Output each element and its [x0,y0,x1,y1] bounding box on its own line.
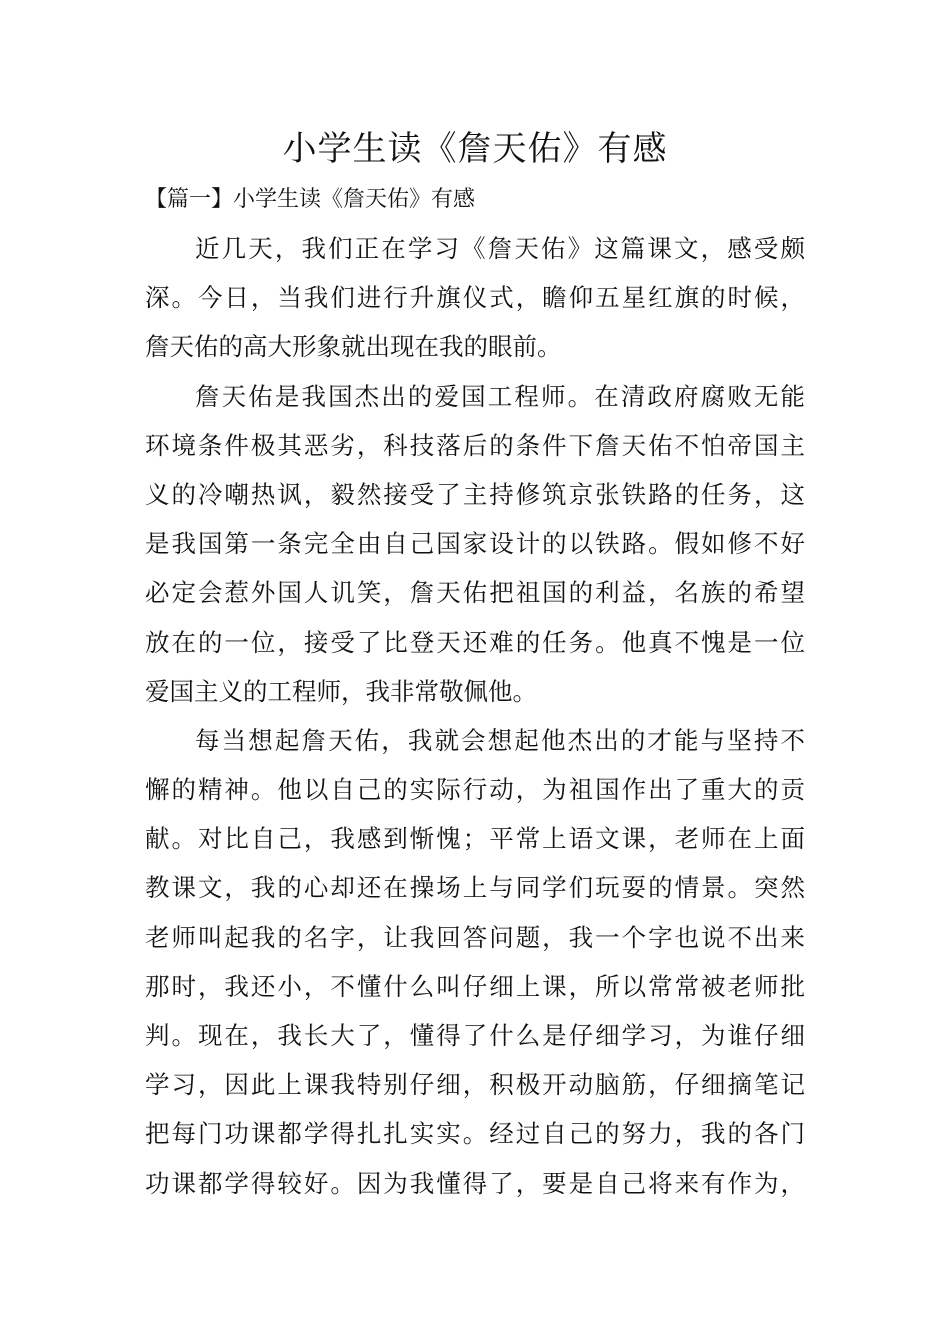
section-heading: 【篇一】小学生读《詹天佑》有感 [145,187,476,212]
text-line: 必定会惹外国人讥笑，詹天佑把祖国的利益，名族的希望 [145,578,805,608]
text-line: 詹天佑是我国杰出的爱国工程师。在清政府腐败无能 [195,381,805,411]
text-line: 懈的精神。他以自己的实际行动，为祖国作出了重大的贡 [145,775,805,805]
text-line: 把每门功课都学得扎扎实实。经过自己的努力，我的各门 [145,1119,805,1149]
text-line: 是我国第一条完全由自己国家设计的以铁路。假如修不好 [145,529,805,559]
text-line: 献。对比自己，我感到惭愧；平常上语文课，老师在上面 [145,824,805,854]
text-line: 深。今日，当我们进行升旗仪式，瞻仰五星红旗的时候， [145,283,805,313]
text-line: 爱国主义的工程师，我非常敬佩他。 [145,676,537,706]
text-line: 环境条件极其恶劣，科技落后的条件下詹天佑不怕帝国主 [145,430,805,460]
text-line: 詹天佑的高大形象就出现在我的眼前。 [145,332,562,362]
text-line: 近几天，我们正在学习《詹天佑》这篇课文，感受颇 [195,234,805,263]
document-title: 小学生读《詹天佑》有感 [282,129,668,169]
text-line: 每当想起詹天佑，我就会想起他杰出的才能与坚持不 [195,725,805,755]
text-line: 教课文，我的心却还在操场上与同学们玩耍的情景。突然 [145,873,805,903]
text-line: 义的冷嘲热讽，毅然接受了主持修筑京张铁路的任务，这 [145,479,805,509]
text-line: 老师叫起我的名字，让我回答问题，我一个字也说不出来 [145,922,805,952]
text-line: 学习，因此上课我特别仔细，积极开动脑筋，仔细摘笔记 [145,1070,805,1100]
document-body [145,224,805,1208]
paragraph-2 [145,372,805,716]
text-line: 那时，我还小，不懂什么叫仔细上课，所以常常被老师批 [145,971,805,1001]
text-line: 判。现在，我长大了，懂得了什么是仔细学习，为谁仔细 [145,1021,805,1050]
text-line: 放在的一位，接受了比登天还难的任务。他真不愧是一位 [145,627,805,657]
text-line: 功课都学得较好。因为我懂得了，要是自己将来有作为， [145,1168,805,1198]
paragraph-3 [145,716,805,1208]
paragraph-1 [145,224,805,372]
